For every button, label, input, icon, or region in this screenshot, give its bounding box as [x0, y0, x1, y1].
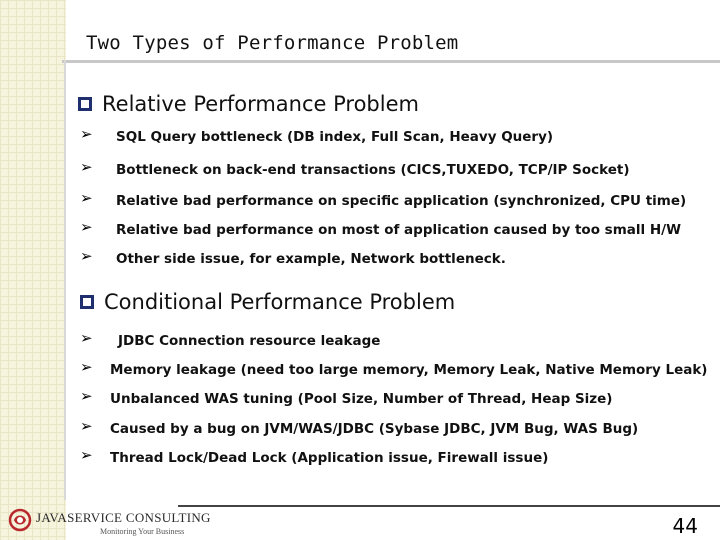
section-heading-conditional — [80, 290, 455, 314]
list-item: Caused by a bug on JVM/WAS/JDBC (Sybase JDBC, JVM Bug, WAS Bug) — [110, 421, 639, 437]
slide-title: Two Types of Performance Problem — [86, 32, 459, 54]
section-heading-relative — [78, 92, 419, 116]
arrow-bullet-icon: ➢ — [80, 125, 93, 143]
arrow-bullet-icon: ➢ — [80, 218, 93, 236]
company-logo — [8, 506, 211, 540]
list-item: Other side issue, for example, Network bottleneck. — [116, 251, 506, 267]
title-underline — [62, 60, 720, 63]
arrow-bullet-icon: ➢ — [80, 417, 93, 435]
logo-text: JAVASERVICE CONSULTING — [36, 510, 211, 525]
square-bullet-icon — [78, 97, 92, 111]
list-item: Thread Lock/Dead Lock (Application issue, Firewall issue) — [110, 450, 549, 466]
square-bullet-icon — [80, 295, 94, 309]
logo-swirl-icon — [8, 508, 32, 532]
arrow-bullet-icon: ➢ — [80, 387, 93, 405]
page-number: 44 — [672, 514, 698, 538]
arrow-bullet-icon: ➢ — [80, 158, 93, 176]
arrow-bullet-icon: ➢ — [80, 247, 93, 265]
arrow-bullet-icon: ➢ — [80, 189, 93, 207]
list-item: Bottleneck on back-end transactions (CICS,TUXEDO, TCP/IP Socket) — [116, 162, 630, 178]
logo-tagline: Monitoring Your Business — [100, 527, 185, 536]
list-item: Relative bad performance on specific application (synchronized, CPU time) — [116, 193, 687, 209]
left-decorative-stripe — [0, 0, 66, 540]
section-heading-text: Relative Performance Problem — [102, 92, 419, 116]
list-item: Relative bad performance on most of application caused by too small H/W — [116, 222, 681, 238]
footer-rule — [178, 505, 720, 507]
list-item: Memory leakage (need too large memory, Memory Leak, Native Memory Leak) — [110, 362, 708, 378]
section-heading-text: Conditional Performance Problem — [104, 290, 456, 314]
list-item: JDBC Connection resource leakage — [118, 333, 381, 349]
list-item: SQL Query bottleneck (DB index, Full Scan, Heavy Query) — [116, 129, 554, 145]
left-divider — [64, 60, 66, 500]
list-item: Unbalanced WAS tuning (Pool Size, Number of Thread, Heap Size) — [110, 391, 613, 407]
arrow-bullet-icon: ➢ — [80, 329, 93, 347]
arrow-bullet-icon: ➢ — [80, 446, 93, 464]
arrow-bullet-icon: ➢ — [80, 358, 93, 376]
